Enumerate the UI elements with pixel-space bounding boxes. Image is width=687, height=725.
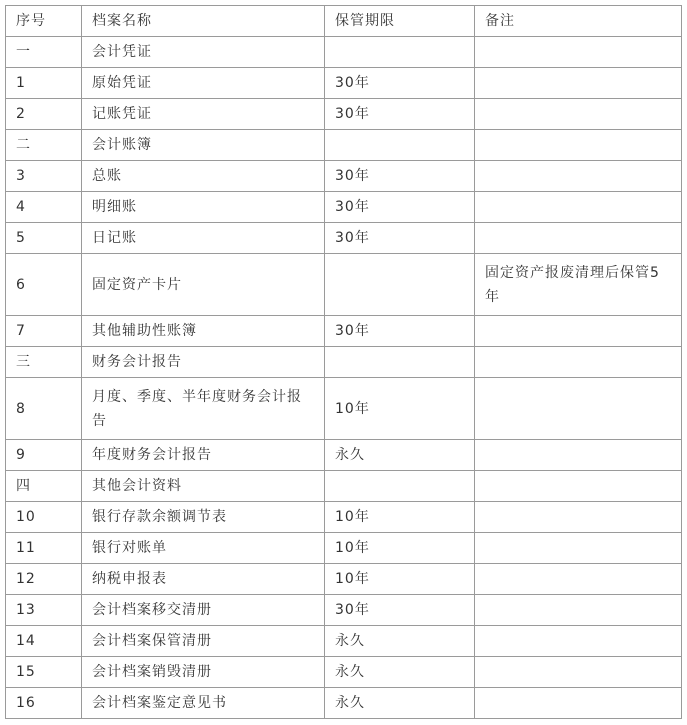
cell-note [475, 595, 682, 626]
cell-note [475, 564, 682, 595]
table-row [6, 595, 682, 626]
cell-name: 其他会计资料 [82, 471, 325, 502]
cell-note [475, 192, 682, 223]
cell-period [325, 130, 475, 161]
cell-period [325, 347, 475, 378]
cell-seq: 一 [6, 37, 82, 68]
cell-note [475, 130, 682, 161]
cell-note [475, 502, 682, 533]
cell-seq: 12 [6, 564, 82, 595]
cell-note [475, 533, 682, 564]
cell-seq: 1 [6, 68, 82, 99]
cell-name: 会计档案销毁清册 [82, 657, 325, 688]
cell-name: 财务会计报告 [82, 347, 325, 378]
cell-seq: 三 [6, 347, 82, 378]
table-row [6, 192, 682, 223]
table-row [6, 68, 682, 99]
table-row [6, 161, 682, 192]
cell-seq: 11 [6, 533, 82, 564]
cell-period: 30年 [325, 223, 475, 254]
cell-name: 日记账 [82, 223, 325, 254]
cell-name: 会计凭证 [82, 37, 325, 68]
cell-note [475, 37, 682, 68]
cell-period: 30年 [325, 316, 475, 347]
cell-note: 固定资产报废清理后保管5年 [475, 254, 682, 316]
cell-seq: 二 [6, 130, 82, 161]
cell-seq: 四 [6, 471, 82, 502]
cell-note [475, 471, 682, 502]
archive-retention-table [5, 5, 682, 719]
cell-period: 10年 [325, 378, 475, 440]
cell-period: 永久 [325, 657, 475, 688]
cell-period: 30年 [325, 161, 475, 192]
cell-note [475, 68, 682, 99]
cell-name: 银行存款余额调节表 [82, 502, 325, 533]
cell-name: 会计档案鉴定意见书 [82, 688, 325, 719]
cell-name: 银行对账单 [82, 533, 325, 564]
cell-seq: 9 [6, 440, 82, 471]
cell-seq: 5 [6, 223, 82, 254]
cell-name: 会计账簿 [82, 130, 325, 161]
cell-note [475, 161, 682, 192]
cell-period: 30年 [325, 99, 475, 130]
cell-name: 固定资产卡片 [82, 254, 325, 316]
cell-seq: 6 [6, 254, 82, 316]
cell-seq: 3 [6, 161, 82, 192]
header-period: 保管期限 [325, 6, 475, 37]
cell-note [475, 440, 682, 471]
cell-note [475, 657, 682, 688]
table-row [6, 347, 682, 378]
cell-period [325, 471, 475, 502]
table-row [6, 657, 682, 688]
cell-seq: 4 [6, 192, 82, 223]
table-row [6, 471, 682, 502]
table-row [6, 378, 682, 440]
cell-name: 年度财务会计报告 [82, 440, 325, 471]
table-row [6, 564, 682, 595]
cell-period: 10年 [325, 502, 475, 533]
header-note: 备注 [475, 6, 682, 37]
cell-note [475, 316, 682, 347]
cell-note [475, 99, 682, 130]
table-row [6, 688, 682, 719]
table-row [6, 316, 682, 347]
cell-seq: 15 [6, 657, 82, 688]
cell-name: 记账凭证 [82, 99, 325, 130]
cell-period: 永久 [325, 626, 475, 657]
cell-name: 会计档案保管清册 [82, 626, 325, 657]
table-row [6, 626, 682, 657]
table-row [6, 99, 682, 130]
table-row [6, 502, 682, 533]
cell-seq: 10 [6, 502, 82, 533]
table-row [6, 254, 682, 316]
cell-name: 明细账 [82, 192, 325, 223]
cell-period: 永久 [325, 688, 475, 719]
cell-period [325, 37, 475, 68]
cell-period [325, 254, 475, 316]
cell-note [475, 626, 682, 657]
cell-period: 30年 [325, 595, 475, 626]
cell-name: 纳税申报表 [82, 564, 325, 595]
header-seq: 序号 [6, 6, 82, 37]
cell-seq: 7 [6, 316, 82, 347]
cell-note [475, 347, 682, 378]
cell-seq: 8 [6, 378, 82, 440]
cell-note [475, 378, 682, 440]
cell-period: 30年 [325, 192, 475, 223]
cell-period: 30年 [325, 68, 475, 99]
cell-seq: 2 [6, 99, 82, 130]
cell-seq: 16 [6, 688, 82, 719]
table-row [6, 440, 682, 471]
table-row [6, 37, 682, 68]
cell-seq: 13 [6, 595, 82, 626]
table-row [6, 223, 682, 254]
cell-name: 总账 [82, 161, 325, 192]
table-row [6, 533, 682, 564]
table-row [6, 130, 682, 161]
cell-note [475, 688, 682, 719]
cell-name: 其他辅助性账簿 [82, 316, 325, 347]
cell-period: 10年 [325, 564, 475, 595]
cell-seq: 14 [6, 626, 82, 657]
cell-name: 会计档案移交清册 [82, 595, 325, 626]
cell-period: 永久 [325, 440, 475, 471]
header-row [6, 6, 682, 37]
cell-name: 原始凭证 [82, 68, 325, 99]
cell-note [475, 223, 682, 254]
cell-name: 月度、季度、半年度财务会计报告 [82, 378, 325, 440]
header-name: 档案名称 [82, 6, 325, 37]
cell-period: 10年 [325, 533, 475, 564]
